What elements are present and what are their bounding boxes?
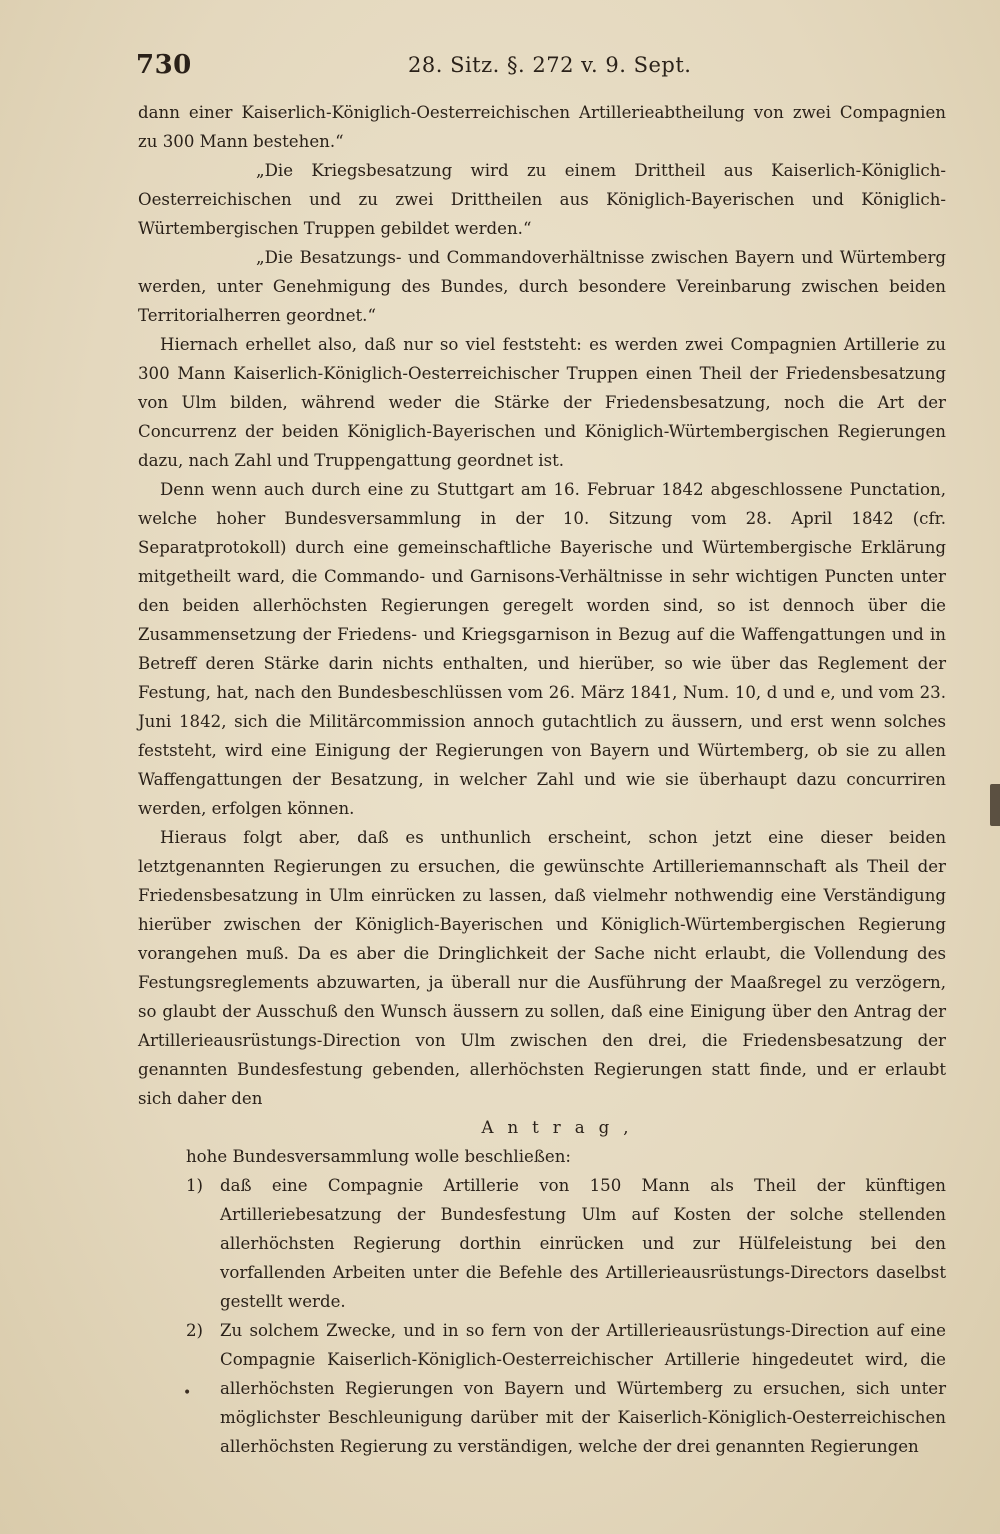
paragraph-quote-war-garrison: „Die Kriegsbesatzung wird zu einem Drittheil aus Kaiserlich-Königlich-Oesterreichischen und zu zwei Drittheilen aus Königlich-Bayerischen und Königlich-Würtembergischen Truppen gebildet werden.“	[138, 161, 946, 238]
paragraph-quote-continuation: dann einer Kaiserlich-Königlich-Oesterreichischen Artillerieabtheilung von zwei Compagnien zu 300 Mann bestehen.“	[138, 103, 946, 151]
antrag-heading: Antrag,	[481, 1118, 643, 1137]
paragraph-hiernach: Hiernach erhellet also, daß nur so viel feststeht: es werden zwei Compagnien Artillerie zu 300 Mann Kaiserlich-Königlich-Oesterreichischer Truppen einen Theil der Friedensbesatzung von Ulm bilden, während weder die Stärke der Friedensbesatzung, noch die Art der Concurrenz der beiden Königlich-Bayerischen und Königlich-Würtembergischen Regierungen dazu, nach Zahl und Truppengattung geordnet ist.	[138, 335, 946, 470]
page-edge-tab	[990, 784, 1000, 826]
antrag-item-1	[138, 1171, 946, 1316]
antrag-item-number: 2)	[186, 1321, 204, 1340]
antrag-item-text: daß eine Compagnie Artillerie von 150 Mann als Theil der künftigen Artilleriebesatzung der Bundesfestung Ulm auf Kosten der solche stellenden allerhöchsten Regierung dorthin einrücken und zur Hülfeleistung bei den vorfallenden Arbeiten unter die Befehle des Artillerieausrüstungs-Directors daselbst gestellt werde.	[220, 1176, 946, 1311]
antrag-item-number: 1)	[186, 1176, 204, 1195]
paragraph-hieraus: Hieraus folgt aber, daß es unthunlich erscheint, schon jetzt eine dieser beiden letztgenannten Regierungen zu ersuchen, die gewünschte Artilleriemannschaft als Theil der Friedensbesatzung in Ulm einrücken zu lassen, daß vielmehr nothwendig eine Verständigung hierüber zwischen der Königlich-Bayerischen und Königlich-Würtembergischen Regierung vorangehen muß. Da es aber die Dringlichkeit der Sache nicht erlaubt, die Vollendung des Festungsreglements abzuwarten, ja überall nur die Ausführung der Maaßregel zu verzögern, so glaubt der Ausschuß den Wunsch äussern zu sollen, daß eine Einigung über den Antrag der Artillerieausrüstungs-Direction von Ulm zwischen den drei, die Friedensbesatzung der genannten Bundesfestung gebenden, allerhöchsten Regierungen statt finde, und er erlaubt sich daher den	[138, 828, 946, 1108]
page-header	[136, 50, 946, 94]
paragraph-quote-command: „Die Besatzungs- und Commandoverhältnisse zwischen Bayern und Würtemberg werden, unter Genehmigung des Bundes, durch besondere Vereinbarung zwischen beiden Territorialherren geordnet.“	[138, 248, 946, 325]
paragraph-denn: Denn wenn auch durch eine zu Stuttgart am 16. Februar 1842 abgeschlossene Punctation, welche hoher Bundesversammlung in der 10. Sitzung vom 28. April 1842 (cfr. Separatprotokoll) durch eine gemeinschaftliche Bayerische und Würtembergische Erklärung mitgetheilt ward, die Commando- und Garnisons-Verhältnisse in sehr wichtigen Puncten unter den beiden allerhöchsten Regierungen geregelt worden sind, so ist dennoch über die Zusammensetzung der Friedens- und Kriegsgarnison in Bezug auf die Waffengattungen und in Betreff deren Stärke darin nichts enthalten, und hierüber, so wie über das Reglement der Festung, hat, nach den Bundesbeschlüssen vom 26. März 1841, Num. 10, d und e, und vom 23. Juni 1842, sich die Militärcommission annoch gutachtlich zu äussern, und erst wenn solches feststeht, wird eine Einigung der Regierungen von Bayern und Würtemberg, ob sie zu allen Waffengattungen der Besatzung, in welcher Zahl und wie sie überhaupt dazu concurriren werden, erfolgen können.	[138, 480, 946, 818]
antrag-intro: hohe Bundesversammlung wolle beschließen:	[186, 1147, 572, 1166]
running-head: 28. Sitz. §. 272 v. 9. Sept.	[408, 53, 692, 77]
antrag-item-2	[138, 1316, 946, 1461]
margin-bullet-mark: •	[183, 1385, 192, 1401]
page-number: 730	[136, 50, 192, 80]
antrag-item-text: Zu solchem Zwecke, und in so fern von der Artillerieausrüstungs-Direction auf eine Compagnie Kaiserlich-Königlich-Oesterreichischer Artillerie hingedeutet wird, die allerhöchsten Regierungen von Bayern und Würtemberg zu ersuchen, sich unter möglichster Beschleunigung darüber mit der Kaiserlich-Königlich-Oesterreichischen allerhöchsten Regierung zu verständigen, welche der drei genannten Regierungen	[220, 1321, 946, 1456]
page-body	[138, 98, 946, 1461]
